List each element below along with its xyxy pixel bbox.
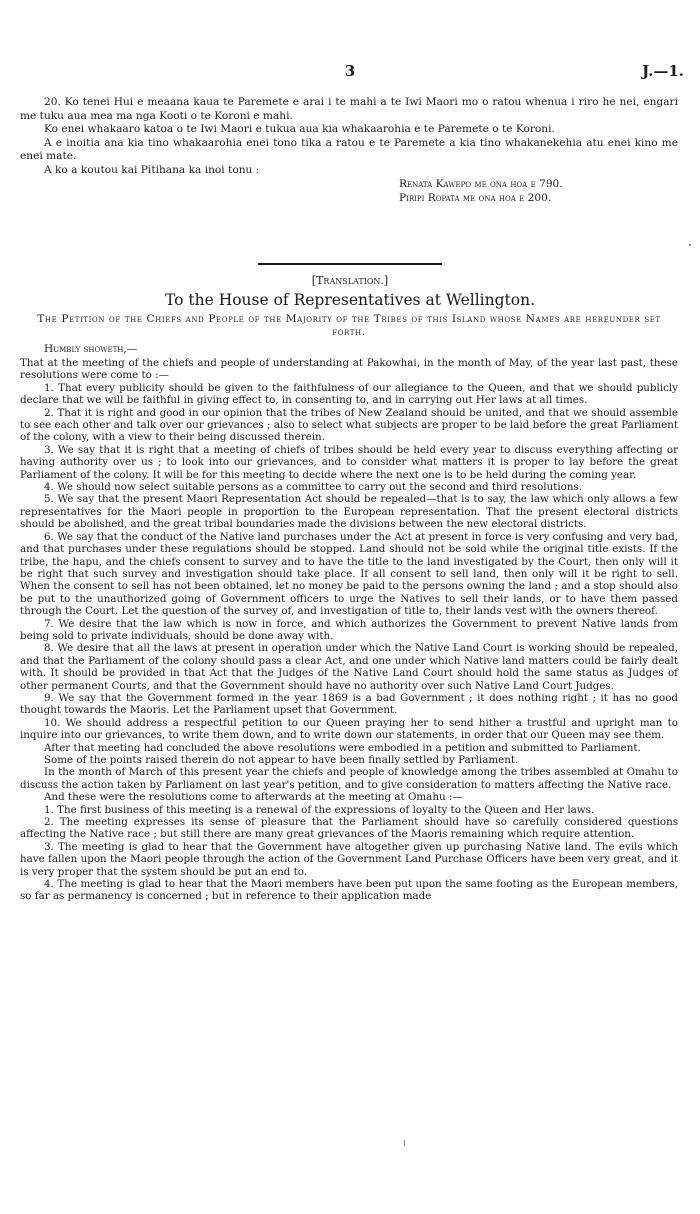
maori-paragraph: A ko a koutou kai Pitihana ka inoi tonu : [44, 163, 260, 176]
resolution-paragraph: 4. We should now select suitable persons as a committee to carry out the second and third resolutions. [44, 481, 583, 494]
resolution-paragraph: 4. The meeting is glad to hear that the Maori members have been put upon the same footing as the European members, so far as permanency is concerned ; but in reference to their application made [20, 878, 678, 903]
salutation: Humbly showeth,— [44, 343, 138, 355]
scan-speck [689, 244, 691, 246]
scan-speck [404, 1140, 405, 1146]
maori-paragraph: 20. Ko tenei Hui e meaana kaua te Paremete e arai i te mahi a te Iwi Maori mo o ratou whenua i riro he nei, engari me tuku aua mea ma nga Kooti o te Koroni e mahi. [20, 96, 678, 122]
section-divider [258, 263, 442, 265]
maori-section [20, 96, 678, 177]
body-paragraph: That at the meeting of the chiefs and people of understanding at Pakowhai, in the month of May, of the year last past, these resolutions were come to :— [20, 357, 678, 382]
body-paragraph: Some of the points raised therein do not appear to have been finally settled by Parliament. [44, 754, 519, 766]
petition-heading: To the House of Representatives at Wellington. [165, 291, 535, 309]
petition-body [20, 357, 678, 903]
resolution-paragraph: 1. That every publicity should be given to the faithfulness of our allegiance to the Queen, and that we should publicly declare that we will be faithful in giving effect to, in consenting to, and in carrying out Her laws at all times. [20, 381, 678, 407]
resolution-paragraph: 2. The meeting expresses its sense of pleasure that the Parliament should have so carefully considered questions affecting the Native race ; but still there are many great grievances of the Maoris remaining which require attention. [20, 816, 678, 841]
signature-line: Piripi Ropata me ona hoa e 200. [399, 192, 552, 204]
resolution-paragraph: 3. The meeting is glad to hear that the Government have altogether given up purchasing Native land. The evils which have fallen upon the Maori people through the action of the Government Land Purchase Officers have been very great, and it is very proper that the system should be put an end to. [20, 840, 678, 878]
signature-line: Renata Kawepo me ona hoa e 790. [399, 178, 563, 190]
resolution-paragraph: 1. The first business of this meeting is a renewal of the expressions of loyalty to the Queen and Her laws. [44, 803, 595, 816]
resolution-paragraph: 9. We say that the Government formed in the year 1869 is a bad Government ; it does nothing right ; it has no good thought towards the Maoris. Let the Parliament upset that Government. [20, 691, 678, 717]
page-number: 3 [344, 62, 356, 80]
resolution-paragraph: 6. We say that the conduct of the Native land purchases under the Act at present in force is very confusing and very bad, and that purchases under these regulations should be stopped. Land should not be sold while the original title exists. If the tribe, the hapu, and the chiefs consent to survey and to have the title to the land investigated by the Court, then only will it be right that such survey and investigation should take place. If all consent to sell land, then only will it be right to sell. When the consent to sell has not been obtained, let no money be paid to the persons owning the land ; and a stop should also be put to the unauthorized going of Government officers to urge the Natives to sell their lands, or to have them passed through the Court. Let the question of the survey of, and investigation of title to, their lands vest with the owners thereof. [20, 530, 678, 618]
resolution-paragraph: 7. We desire that the law which is now in force, and which authorizes the Government to prevent Native lands from being sold to private individuals, should be done away with. [20, 617, 678, 642]
resolution-paragraph: 8. We desire that all the laws at present in operation under which the Native Land Court is working should be repealed, and that the Parliament of the colony should pass a clear Act, and one under which Native land matters could be fairly dealt with. It should be provided in that Act that the Judges of the Native Land Court should hold the same status as Judges of other permanent Courts, and that the Government should have no authority over such Native Land Court Judges. [20, 642, 678, 692]
petition-title: The Petition of the Chiefs and People of the Majority of the Tribes of this Island whose Names are hereunder set forth. [37, 313, 661, 338]
body-paragraph: In the month of March of this present year the chiefs and people of knowledge among the tribes assembled at Omahu to discuss the action taken by Parliament on last year's petition, and to give consideration to matters affecting the Native race. [20, 766, 678, 791]
resolution-paragraph: 2. That it is right and good in our opinion that the tribes of New Zealand should be united, and that we should assemble to see each other and talk over our grievances ; also to select what subjects are proper to be laid before the great Parliament of the colony, with a view to their being discussed therein. [20, 406, 678, 444]
body-paragraph: And these were the resolutions come to afterwards at the meeting at Omahu :— [44, 791, 463, 804]
maori-paragraph: A e inoitia ana kia tino whakaarohia enei tono tika a ratou e te Paremete a kia tino whakanekehia atu enei kino me enei mate. [20, 136, 678, 162]
resolution-paragraph: 10. We should address a respectful petition to our Queen praying her to send hither a trustful and upright man to inquire into our grievances, to write them down, and to write down our statements, in order that our Queen may see them. [20, 716, 678, 742]
body-paragraph: After that meeting had concluded the above resolutions were embodied in a petition and submitted to Parliament. [44, 741, 641, 754]
document-reference: J.—1. [642, 62, 684, 80]
translation-label: [Translation.] [311, 274, 389, 287]
resolution-paragraph: 3. We say that it is right that a meeting of chiefs of tribes should be held every year to discuss everything affecting or having authority over us ; to look into our grievances, and to consider what matters it is proper to lay before the great Parliament of the colony. It will be for this meeting to decide where the next one is to be held during the coming year. [20, 443, 678, 481]
resolution-paragraph: 5. We say that the present Maori Representation Act should be repealed—that is to say, the law which only allows a few representatives for the Maori people in proportion to the European representation. That the present electoral districts should be abolished, and the great tribal boundaries made the divisions between the new electoral districts. [20, 493, 678, 531]
maori-paragraph: Ko enei whakaaro katoa o te Iwi Maori e tukua aua kia whakaarohia e te Paremete o te Koroni. [44, 123, 555, 135]
